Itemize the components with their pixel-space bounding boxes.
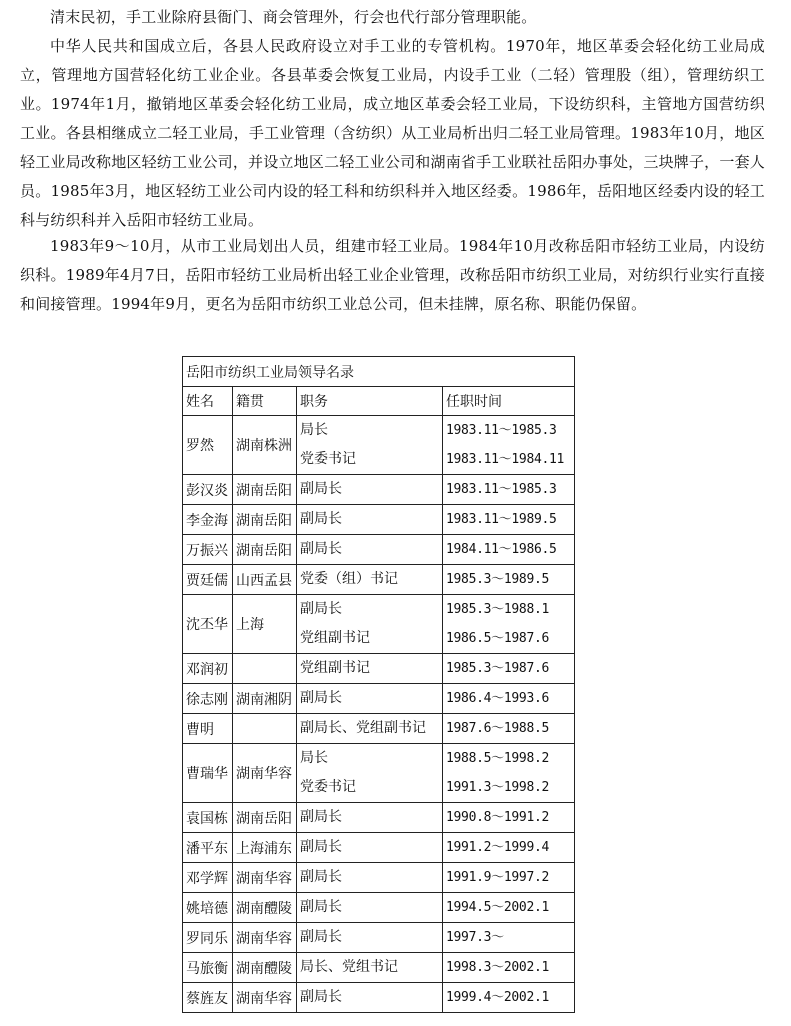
cell-post bbox=[297, 654, 443, 684]
post-text: 党组副书记 bbox=[300, 630, 370, 646]
cell-name: 沈丕华 bbox=[183, 595, 233, 654]
term-text: 1983.11～1985.3 bbox=[446, 423, 557, 438]
cell-name: 贾廷儒 bbox=[183, 565, 233, 595]
table-row bbox=[183, 416, 575, 475]
table-row bbox=[183, 535, 575, 565]
post-text: 副局长 bbox=[300, 809, 342, 825]
term-text: 1998.3～2002.1 bbox=[446, 960, 550, 975]
post-text: 副局长 bbox=[300, 869, 342, 885]
term-text: 1985.3～1987.6 bbox=[446, 661, 550, 676]
cell-name: 袁国栋 bbox=[183, 803, 233, 833]
table-row bbox=[183, 833, 575, 863]
table-row bbox=[183, 505, 575, 535]
term-text: 1991.3～1998.2 bbox=[446, 780, 550, 795]
term-text: 1983.11～1985.3 bbox=[446, 482, 557, 497]
header-name: 姓名 bbox=[183, 387, 233, 416]
cell-origin: 山西孟县 bbox=[233, 565, 297, 595]
cell-term bbox=[443, 475, 575, 505]
cell-term bbox=[443, 714, 575, 744]
cell-post bbox=[297, 983, 443, 1013]
cell-origin: 湖南醴陵 bbox=[233, 893, 297, 923]
cell-term bbox=[443, 923, 575, 953]
cell-post bbox=[297, 863, 443, 893]
cell-term bbox=[443, 744, 575, 803]
table-row bbox=[183, 863, 575, 893]
cell-name: 蔡旌友 bbox=[183, 983, 233, 1013]
cell-term bbox=[443, 595, 575, 654]
term-text: 1983.11～1989.5 bbox=[446, 512, 557, 527]
post-text: 局长、党组书记 bbox=[300, 959, 398, 975]
term-text: 1986.4～1993.6 bbox=[446, 691, 550, 706]
cell-post bbox=[297, 595, 443, 654]
table-title: 岳阳市纺织工业局领导名录 bbox=[183, 357, 575, 387]
table-row bbox=[183, 595, 575, 654]
term-text: 1985.3～1989.5 bbox=[446, 572, 550, 587]
cell-post bbox=[297, 416, 443, 475]
cell-term bbox=[443, 535, 575, 565]
term-text: 1988.5～1998.2 bbox=[446, 751, 550, 766]
cell-term bbox=[443, 565, 575, 595]
cell-origin: 湖南湘阴 bbox=[233, 684, 297, 714]
cell-term bbox=[443, 684, 575, 714]
cell-name: 邓润初 bbox=[183, 654, 233, 684]
cell-origin: 湖南华容 bbox=[233, 923, 297, 953]
cell-post bbox=[297, 535, 443, 565]
post-text: 副局长 bbox=[300, 690, 342, 706]
post-text: 副局长 bbox=[300, 601, 342, 617]
cell-origin bbox=[233, 654, 297, 684]
cell-post bbox=[297, 744, 443, 803]
cell-name: 潘平东 bbox=[183, 833, 233, 863]
cell-name: 万振兴 bbox=[183, 535, 233, 565]
cell-origin: 湖南岳阳 bbox=[233, 803, 297, 833]
table-row bbox=[183, 714, 575, 744]
table-row bbox=[183, 803, 575, 833]
cell-post bbox=[297, 714, 443, 744]
term-text: 1991.2～1999.4 bbox=[446, 840, 550, 855]
post-text: 副局长 bbox=[300, 839, 342, 855]
table-row bbox=[183, 983, 575, 1013]
paragraph-prc-history: 中华人民共和国成立后，各县人民政府设立对手工业的专管机构。1970年，地区革委会轻化纺工业局成立，管理地方国营轻化纺工业企业。各县革委会恢复工业局，内设手工业（二轻）管理股（组），管理纺织工业。1974年1月，撤销地区革委会轻化纺工业局，成立地区革委会轻工业局，下设纺织科，主管地方国营纺织工业。各县相继成立二轻工业局，手工业管理（含纺织）从工业局析出归二轻工业局管理。1983年10月，地区轻工业局改称地区轻纺工业公司，并设立地区二轻工业公司和湖南省手工业联社岳阳办事处，三块牌子，一套人员。1985年3月，地区轻纺工业公司内设的轻工科和纺织科并入地区经委。1986年，岳阳地区经委内设的轻工科与纺织科并入岳阳市轻纺工业局。 bbox=[20, 37, 765, 229]
cell-term bbox=[443, 893, 575, 923]
term-text: 1986.5～1987.6 bbox=[446, 631, 550, 646]
post-text: 副局长 bbox=[300, 511, 342, 527]
cell-name: 姚培德 bbox=[183, 893, 233, 923]
cell-post bbox=[297, 475, 443, 505]
post-text: 党组副书记 bbox=[300, 660, 370, 676]
cell-name: 曹瑞华 bbox=[183, 744, 233, 803]
cell-post bbox=[297, 565, 443, 595]
term-text: 1994.5～2002.1 bbox=[446, 900, 550, 915]
cell-origin: 湖南醴陵 bbox=[233, 953, 297, 983]
header-post: 职务 bbox=[297, 387, 443, 416]
cell-post bbox=[297, 953, 443, 983]
cell-term bbox=[443, 803, 575, 833]
cell-name: 邓学辉 bbox=[183, 863, 233, 893]
table-row bbox=[183, 953, 575, 983]
post-text: 局长 bbox=[300, 422, 328, 438]
cell-term bbox=[443, 416, 575, 475]
post-text: 党委书记 bbox=[300, 451, 356, 467]
post-text: 副局长 bbox=[300, 541, 342, 557]
cell-name: 徐志刚 bbox=[183, 684, 233, 714]
table-row bbox=[183, 684, 575, 714]
header-origin: 籍贯 bbox=[233, 387, 297, 416]
leaders-table bbox=[182, 356, 575, 1013]
cell-origin: 湖南华容 bbox=[233, 744, 297, 803]
cell-origin: 上海浦东 bbox=[233, 833, 297, 863]
table-row bbox=[183, 923, 575, 953]
cell-term bbox=[443, 505, 575, 535]
term-text: 1983.11～1984.11 bbox=[446, 452, 565, 467]
post-text: 副局长 bbox=[300, 929, 342, 945]
cell-name: 曹明 bbox=[183, 714, 233, 744]
post-text: 副局长、党组副书记 bbox=[300, 720, 426, 736]
cell-origin: 湖南华容 bbox=[233, 863, 297, 893]
post-text: 副局长 bbox=[300, 899, 342, 915]
term-text: 1987.6～1988.5 bbox=[446, 721, 550, 736]
cell-term bbox=[443, 833, 575, 863]
cell-term bbox=[443, 953, 575, 983]
paragraph-city-bureau: 1983年9～10月，从市工业局划出人员，组建市轻工业局。1984年10月改称岳阳市轻纺工业局，内设纺织科。1989年4月7日，岳阳市轻纺工业局析出轻工业企业管理，改称岳阳市纺织工业局，对纺织行业实行直接和间接管理。1994年9月，更名为岳阳市纺织工业总公司，但未挂牌，原名称、职能仍保留。 bbox=[20, 237, 765, 313]
post-text: 党委（组）书记 bbox=[300, 571, 398, 587]
cell-origin: 湖南岳阳 bbox=[233, 505, 297, 535]
cell-name: 马旅衡 bbox=[183, 953, 233, 983]
table-row bbox=[183, 475, 575, 505]
header-term: 任职时间 bbox=[443, 387, 575, 416]
cell-term bbox=[443, 654, 575, 684]
cell-term bbox=[443, 983, 575, 1013]
post-text: 副局长 bbox=[300, 481, 342, 497]
term-text: 1985.3～1988.1 bbox=[446, 602, 550, 617]
table-row bbox=[183, 565, 575, 595]
post-text: 局长 bbox=[300, 750, 328, 766]
table-title-row bbox=[183, 357, 575, 387]
table-row bbox=[183, 893, 575, 923]
post-text: 党委书记 bbox=[300, 779, 356, 795]
cell-origin: 湖南华容 bbox=[233, 983, 297, 1013]
cell-origin: 湖南株洲 bbox=[233, 416, 297, 475]
cell-post bbox=[297, 684, 443, 714]
cell-origin: 上海 bbox=[233, 595, 297, 654]
cell-post bbox=[297, 893, 443, 923]
cell-name: 彭汉炎 bbox=[183, 475, 233, 505]
cell-name: 罗同乐 bbox=[183, 923, 233, 953]
term-text: 1990.8～1991.2 bbox=[446, 810, 550, 825]
term-text: 1999.4～2002.1 bbox=[446, 990, 550, 1005]
paragraph-qing-era: 清末民初，手工业除府县衙门、商会管理外，行会也代行部分管理职能。 bbox=[50, 8, 537, 26]
cell-post bbox=[297, 505, 443, 535]
term-text: 1991.9～1997.2 bbox=[446, 870, 550, 885]
term-text: 1984.11～1986.5 bbox=[446, 542, 557, 557]
cell-origin: 湖南岳阳 bbox=[233, 535, 297, 565]
term-text: 1997.3～ bbox=[446, 930, 504, 945]
cell-origin: 湖南岳阳 bbox=[233, 475, 297, 505]
cell-name: 罗然 bbox=[183, 416, 233, 475]
table-row bbox=[183, 744, 575, 803]
post-text: 副局长 bbox=[300, 989, 342, 1005]
cell-post bbox=[297, 923, 443, 953]
table-row bbox=[183, 654, 575, 684]
cell-post bbox=[297, 803, 443, 833]
table-header-row bbox=[183, 387, 575, 416]
cell-origin bbox=[233, 714, 297, 744]
cell-post bbox=[297, 833, 443, 863]
cell-name: 李金海 bbox=[183, 505, 233, 535]
cell-term bbox=[443, 863, 575, 893]
